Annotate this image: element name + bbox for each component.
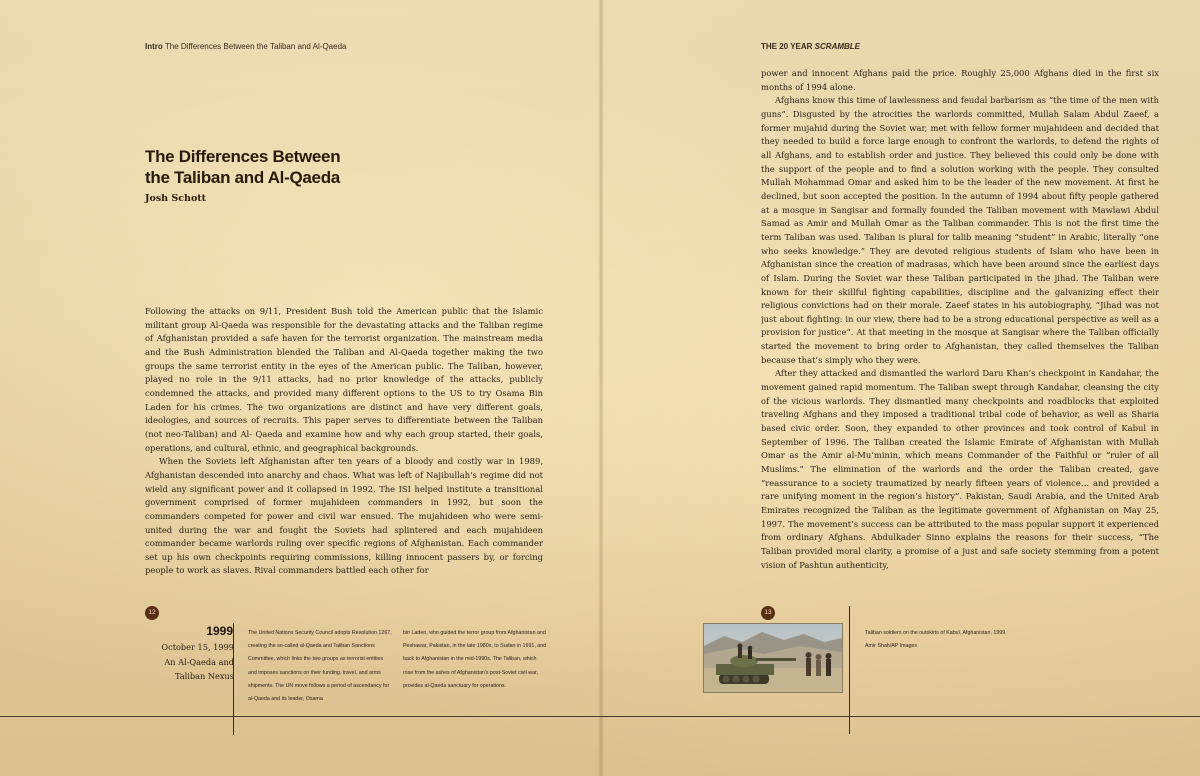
photo-caption: Taliban soldiers on the outskirts of Kabul, Afghanistan, 1999. Amir Shah/AP Images <box>865 630 1007 650</box>
timeline-label-line-1: An Al-Qaeda and <box>164 656 234 667</box>
article-author: Josh Schott <box>145 193 207 204</box>
timeline-text-column-1: The United Nations Security Council adopts Resolution 1267, creating the so-called al-Qaeda and Taliban Sanctions Committee, which links the two groups as terrorist entities and imposes sanctions on their funding, travel, and arms shipments. The UN move follows a period of ascendancy for al-Qaeda and its leader, Osama <box>248 630 392 703</box>
article-title-line-2: the Taliban and Al-Qaeda <box>145 168 340 187</box>
running-head-section: Intro <box>145 42 163 51</box>
page-gutter <box>598 0 604 776</box>
article-title <box>145 146 445 188</box>
timeline-label-line-2: Taliban Nexus <box>174 671 234 681</box>
right-body-column <box>761 67 1159 595</box>
running-head-book-prefix: THE 20 YEAR <box>761 42 813 51</box>
body-paragraph: Afghans know this time of lawlessness and feudal barbarism as “the time of the men with guns”. Disgusted by the atrocities the warlords committed, Mullah Salam Abdul Zaeef, a former mujahid during the Soviet war, met with fellow former mujahideen and decided that they needed to build a force large enough to confront the warlords, to defend the rights of all Afghans, and to establish order and justice. They believed this could only be done with the support of the people and to find a solution working with the people. They consulted Mullah Mohammad Omar and asked him to be the leader of the new movement. At first he declined, but soon accepted the position. In the autumn of 1994 about fifty people gathered at a mosque in Sangisar and formally founded the Taliban movement with Mawlawi Abdul Samad as Amir and Mullah Omar as the Taliban commander. This is not the first time the term Taliban was used. Taliban is plural for talib meaning “student” in Arabic, literally “one who seeks knowledge.” They are devoted religious students of Islam who have been in Afghanistan since the creation of madrasas, which have been around since the earliest days of Islam. During the Soviet war these Taliban participated in the jihad. The Taliban were known for their skillful fighting capabilities, discipline and the galvanizing effect their religious convictions had on their morale. Zaeef states in his autobiography, “Jihad was not just about fighting: in our view, there had to be a strong educational perspective as well as a provision for justice”. At that meeting in the mosque at Sangisar where the Taliban officially started the movement to bring order to Afghanistan, they called themselves the Taliban because that’s simply who they were. <box>761 95 1159 365</box>
timeline-year: 1999 <box>206 624 233 638</box>
timeline-rule <box>0 716 1200 717</box>
timeline-date: October 15, 1999 <box>161 642 234 652</box>
body-paragraph: Following the attacks on 9/11, President Bush told the American public that the Islamic militant group Al-Qaeda was responsible for the devastating attacks and the Taliban regime of Afghanistan provided a safe haven for the terrorist organization. The mainstream media and the Bush Administration blended the Taliban and Al-Qaeda together making the two groups the same terrorist entity in the eyes of the American public. The Taliban, however, played no role in the 9/11 attacks, had no prior knowledge of the attacks, publicly condemned the attacks, and provided many different options to the US to try Osama Bin Laden for his crimes. The two organizations are distinct and have very different goals, ideologies, and sources of recruits. This paper serves to differentiate between the Taliban (not neo-Taliban) and Al- Qaeda and examine how and why each group started, their goals, operations, and cultural, ethnic, and geographical backgrounds. <box>145 306 543 453</box>
article-title-line-1: The Differences Between <box>145 147 341 166</box>
body-paragraph: After they attacked and dismantled the warlord Daru Khan’s checkpoint in Kandahar, the movement gained rapid momentum. The Taliban swept through Kandahar, cleansing the city of the vicious warlords. They dismantled many checkpoints and roadblocks that exploited traveling Afghans and they imposed a traditional tribal code of behavior, as well as Sharia based civic order. Soon, they expanded to other provinces and took control of Kabul in September of 1996. The Taliban created the Islamic Emirate of Afghanistan with Mullah Omar as the Amir al-Mu’minin, which means Commander of the Faithful or “ruler of all Muslims.” The elimination of the warlords and the order the Taliban created, gave “reassurance to a society traumatized by nearly fifteen years of violence… and provided a rare unifying moment in the region’s history”. Pakistan, Saudi Arabia, and the United Arab Emirates recognized the Taliban as the legitimate government of Afghanistan on May 25, 1997. The movement’s success can be attributed to the mass popular support it experienced from ordinary Afghans. Abdulkader Sinno explains the reasons for their success, “The Taliban provided moral clarity, a promise of a just and safe society stemming from a potent vision of Pashtun authenticity, <box>761 368 1159 570</box>
left-body-column <box>145 305 543 595</box>
running-head-right <box>761 42 860 51</box>
page-number-left: 12 <box>145 606 159 620</box>
running-head-book-emph: SCRAMBLE <box>814 42 861 51</box>
tank-photo <box>703 623 843 693</box>
running-head-title: The Differences Between the Taliban and Al-Qaeda <box>164 42 347 51</box>
body-paragraph: When the Soviets left Afghanistan after ten years of a bloody and costly war in 1989, Afghanistan descended into anarchy and chaos. What was left of Najibullah's regime did not wield any significant power and it collapsed in 1992. The ISI helped institute a transitional government comprised of former mujahideen commanders in 1992, but soon the commanders competed for power and civil war ensued. The mujahideen who were semi-united during the war and fought the Soviets had splintered and each mujahideen commander became warlords ruling over specific regions of Afghanistan. Each commander set up his own checkpoints requiring commissions, killing innocent passers by, or forcing people to work as slaves. Rival commanders battled each other for <box>145 456 543 576</box>
timeline-text-column-2: bin Laden, who guided the terror group from Afghanistan and Peshawar, Pakistan, in the late 1980s, to Sudan in 1991, and back to Afghanistan in the mid-1990s. The Taliban, which rose from the ashes of Afghanistan's post-Soviet civil war, provides al-Qaeda sanctuary for operations. <box>403 630 547 689</box>
timeline-event-label <box>150 640 234 684</box>
tank-photo-image <box>704 624 842 692</box>
timeline-divider-right <box>849 606 850 734</box>
body-paragraph: power and innocent Afghans paid the price. Roughly 25,000 Afghans died in the first six months of 1994 alone. <box>761 68 1159 92</box>
running-head-left <box>145 42 346 51</box>
page-number-right: 13 <box>761 606 775 620</box>
